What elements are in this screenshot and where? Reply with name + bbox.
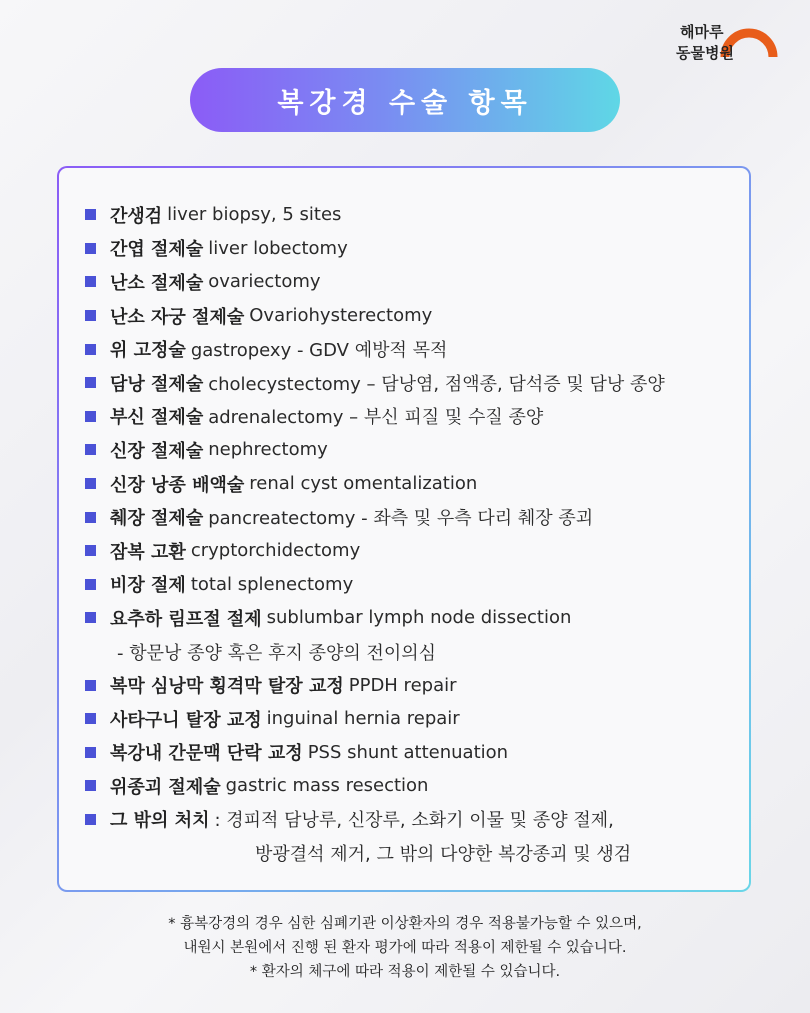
procedure-name-ko: 담낭 절제술 [110, 373, 204, 395]
procedure-detail: inguinal hernia repair [266, 708, 460, 730]
list-item [85, 534, 739, 568]
square-bullet-icon [85, 545, 96, 556]
procedure-detail: ovariectomy [208, 271, 321, 293]
square-bullet-icon [85, 377, 96, 388]
square-bullet-icon [85, 512, 96, 523]
procedure-detail: nephrectomy [208, 439, 328, 461]
square-bullet-icon [85, 411, 96, 422]
list-item [85, 332, 739, 366]
procedure-name-ko: 위종괴 절제술 [110, 776, 221, 798]
list-item [85, 400, 739, 434]
list-item [85, 736, 739, 770]
list-item [85, 500, 739, 534]
list-item [85, 232, 739, 266]
list-item [85, 198, 739, 232]
footnote-line: * 흉복강경의 경우 심한 심폐기관 이상환자의 경우 적용불가능할 수 있으며, [168, 916, 642, 932]
procedure-name-ko: 비장 절제 [110, 575, 186, 597]
procedure-detail: liver lobectomy [208, 237, 348, 259]
procedure-name-ko: 잠복 고환 [110, 541, 186, 563]
procedure-detail: PPDH repair [348, 674, 457, 696]
title-banner [190, 68, 620, 132]
square-bullet-icon [85, 780, 96, 791]
list-item [85, 668, 739, 702]
list-item [85, 702, 739, 736]
procedure-name-ko: 부신 절제술 [110, 407, 204, 429]
procedure-detail: liver biopsy, 5 sites [167, 204, 342, 226]
procedure-detail: PSS shunt attenuation [307, 741, 509, 763]
square-bullet-icon [85, 344, 96, 355]
procedure-detail: total splenectomy [190, 573, 354, 595]
procedure-name-ko: 신장 절제술 [110, 440, 204, 462]
logo-line1: 해마루 [680, 23, 724, 41]
square-bullet-icon [85, 612, 96, 623]
procedure-name-ko: 간생검 [110, 205, 163, 227]
procedure-detail: sublumbar lymph node dissection [266, 607, 572, 629]
square-bullet-icon [85, 747, 96, 758]
hospital-logo [676, 22, 786, 70]
procedure-name-ko: 췌장 절제술 [110, 508, 204, 530]
footnotes [0, 912, 810, 984]
procedure-name-ko: 위 고정술 [110, 340, 186, 362]
procedure-detail: gastric mass resection [225, 775, 429, 797]
square-bullet-icon [85, 209, 96, 220]
procedure-name-ko: 간엽 절제술 [110, 239, 204, 261]
procedure-detail: adrenalectomy – 부신 피질 및 수질 종양 [208, 407, 544, 429]
procedure-name-ko: 난소 절제술 [110, 272, 204, 294]
list-item [85, 265, 739, 299]
procedure-detail: 방광결석 제거, 그 밖의 다양한 복강종괴 및 생검 [255, 844, 632, 866]
procedure-name-ko: 요추하 림프절 절제 [110, 608, 262, 630]
list-item [85, 568, 739, 602]
procedure-name-ko: 복막 심낭막 횡격막 탈장 교정 [110, 676, 344, 698]
page-title: 복강경 수술 항목 [277, 87, 533, 119]
procedure-name-ko: 그 밖의 처치 [110, 810, 210, 832]
square-bullet-icon [85, 814, 96, 825]
footnote-line: * 환자의 체구에 따라 적용이 제한될 수 있습니다. [249, 964, 561, 980]
procedure-name-ko: 난소 자궁 절제술 [110, 306, 245, 328]
footnote-line: 내원시 본원에서 진행 된 환자 평가에 따라 적용이 제한될 수 있습니다. [183, 940, 627, 956]
list-item [85, 769, 739, 803]
square-bullet-icon [85, 444, 96, 455]
square-bullet-icon [85, 310, 96, 321]
list-item [85, 433, 739, 467]
list-item [85, 803, 739, 837]
procedure-detail: cryptorchidectomy [190, 540, 361, 562]
procedure-name-ko: 신장 낭종 배액술 [110, 474, 245, 496]
procedure-detail: renal cyst omentalization [249, 473, 478, 495]
list-item [85, 601, 739, 635]
procedure-list [85, 198, 739, 870]
procedure-name-ko: 사타구니 탈장 교정 [110, 709, 262, 731]
procedure-detail: pancreatectomy - 좌측 및 우측 다리 췌장 종괴 [208, 508, 594, 530]
procedure-detail: cholecystectomy – 담낭염, 점액종, 담석증 및 담낭 종양 [208, 373, 665, 395]
list-item [85, 299, 739, 333]
list-item [85, 366, 739, 400]
procedure-detail: Ovariohysterectomy [249, 305, 433, 327]
procedure-list-card [57, 166, 751, 892]
procedure-name-ko: 복강내 간문맥 단락 교정 [110, 743, 303, 765]
square-bullet-icon [85, 478, 96, 489]
list-item [85, 467, 739, 501]
square-bullet-icon [85, 713, 96, 724]
procedure-detail: : 경피적 담낭루, 신장루, 소화기 이물 및 종양 절제, [214, 810, 614, 832]
square-bullet-icon [85, 276, 96, 287]
list-item [85, 635, 739, 669]
list-item [85, 836, 739, 870]
logo-line2: 동물병원 [676, 44, 734, 62]
square-bullet-icon [85, 680, 96, 691]
square-bullet-icon [85, 579, 96, 590]
procedure-detail: gastropexy - GDV 예방적 목적 [190, 340, 448, 362]
procedure-detail: - 항문낭 종양 혹은 후지 종양의 전이의심 [117, 642, 437, 664]
square-bullet-icon [85, 243, 96, 254]
